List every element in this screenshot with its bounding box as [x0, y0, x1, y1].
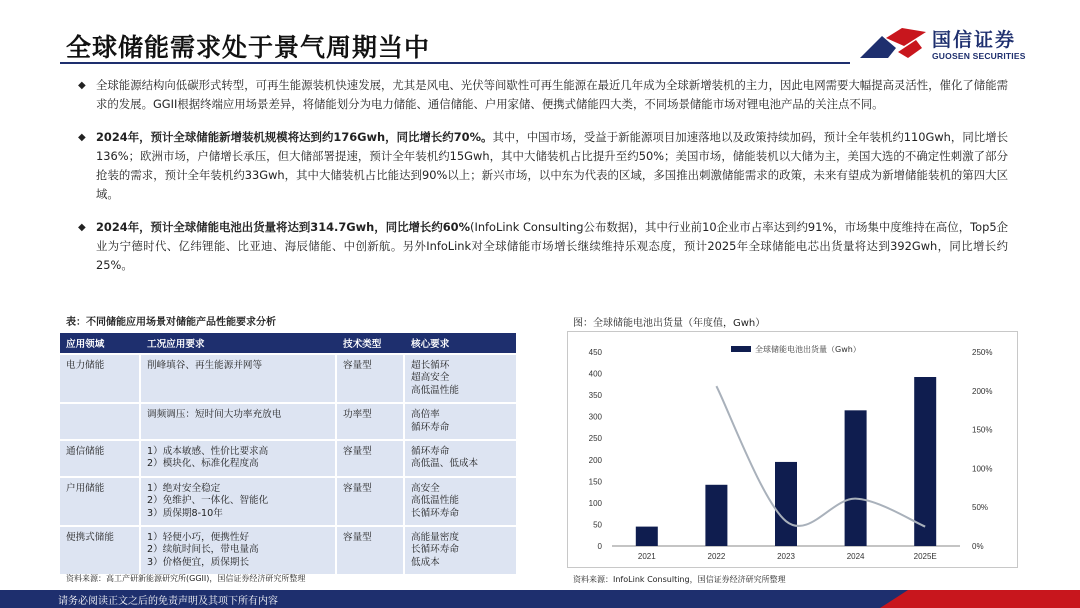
condition-line: 1）成本敏感、性价比要求高: [147, 446, 269, 458]
condition-line: 削峰填谷、再生能源并网等: [147, 360, 263, 371]
y-right-tick-label: 0%: [972, 542, 984, 551]
domain-cell: 户用储能: [60, 478, 141, 525]
bullet-list: [78, 76, 1008, 289]
table-title: 表：不同储能应用场景对储能产品性能要求分析: [66, 317, 276, 328]
diamond-bullet-icon: ◆: [78, 131, 86, 143]
y-left-tick-label: 450: [588, 348, 602, 357]
y-right-tick-label: 50%: [972, 503, 989, 513]
table-row: [60, 441, 516, 476]
bar: [636, 527, 658, 546]
bullet-bold-lead: 2024年，预计全球储能电池出货量将达到314.7Gwh，同比增长约60%: [96, 219, 471, 234]
logo-name: 国信证券: [932, 29, 1017, 51]
y-left-tick-label: 200: [588, 455, 602, 465]
condition-line: 2）免维护、一体化、智能化: [147, 495, 269, 507]
chart-title: 图：全球储能电池出货量（年度值，Gwh）: [573, 318, 766, 329]
condition-line: 3）质保期8-10年: [147, 507, 223, 519]
core-cell: [405, 355, 516, 402]
table-row: [60, 478, 516, 525]
logo-english-name: GUOSEN SECURITIES: [932, 51, 1026, 61]
y-left-tick-label: 100: [588, 498, 602, 508]
x-tick-label: 2024: [846, 552, 865, 561]
y-left-tick-label: 0: [597, 542, 602, 551]
table-header-row: [60, 333, 516, 353]
bullet-text: 其中，中国市场，受益于新能源项目加速落地以及政策持续加码，预计全年装机约110Gwh，同比增长136%；欧洲市场，户储增长承压，但大储部署提速，预计全年装机约15Gwh，其中大储装机占比提升至约50%；美国市场，储能装机以大储为主，美国大选的不确定性刺激了部分抢装的需求，预计全年装机约33Gwh，其中大储装机占比能达到90%以上；新兴市场，以中东为代表的区域，多国推出刺激储能需求的政策，未来有望成为新增储能装机的第四大区域。: [96, 129, 1009, 202]
condition-line: 2）模块化、标准化程度高: [147, 458, 259, 470]
bar: [845, 410, 867, 546]
core-line: 高安全: [411, 482, 440, 494]
table-row: [60, 404, 516, 439]
y-left-tick-label: 250: [588, 434, 602, 444]
core-line: 低成本: [411, 556, 440, 568]
conditions-cell: [141, 478, 337, 525]
core-line: 高低温、低成本: [411, 458, 479, 470]
bullet-bold-lead: 2024年，预计全球储能新增装机规模将达到约176Gwh，同比增长约70%。: [96, 129, 493, 144]
y-right-tick-label: 100%: [972, 464, 993, 474]
column-header: 核心要求: [405, 333, 516, 353]
tech-cell: 容量型: [337, 441, 405, 476]
y-left-tick-label: 150: [588, 477, 602, 487]
core-line: 循环寿命: [411, 446, 450, 458]
condition-line: 1）绝对安全稳定: [147, 482, 221, 494]
core-cell: [405, 441, 516, 476]
x-tick-label: 2022: [707, 552, 726, 561]
core-cell: [405, 527, 516, 574]
y-left-tick-label: 350: [588, 391, 602, 401]
core-line: 高低温性能: [411, 384, 459, 396]
page-title: 全球储能需求处于景气周期当中: [66, 33, 431, 62]
footer-bar: [0, 590, 1080, 608]
y-right-tick-label: 200%: [972, 386, 993, 396]
guosen-logo-mark-icon: [858, 26, 928, 66]
conditions-cell: [141, 527, 337, 574]
condition-line: 3）价格便宜，质保期长: [147, 556, 250, 568]
core-line: 高倍率: [411, 409, 440, 421]
core-line: 长循环寿命: [411, 507, 459, 519]
condition-line: 调频调压：短时间大功率充放电: [147, 409, 282, 421]
bullet-shipments-2024: [78, 218, 1008, 276]
column-header: 应用领域: [60, 333, 141, 353]
core-line: 超长循环: [411, 360, 450, 371]
y-right-tick-label: 150%: [972, 425, 993, 435]
legend-swatch: [731, 346, 751, 352]
domain-cell: 便携式储能: [60, 527, 141, 574]
core-cell: [405, 478, 516, 525]
bar: [705, 485, 727, 546]
tech-cell: 容量型: [337, 355, 405, 402]
table-source-note: 资料来源：高工产研新能源研究所(GGII)，国信证券经济研究所整理: [66, 574, 306, 583]
y-left-tick-label: 300: [588, 412, 602, 422]
y-right-tick-label: 250%: [972, 348, 993, 357]
bullet-energy-transition: [78, 76, 1008, 115]
condition-line: 1）轻便小巧，便携性好: [147, 532, 250, 544]
domain-cell: [60, 404, 141, 439]
tech-cell: 功率型: [337, 404, 405, 439]
tech-cell: 容量型: [337, 527, 405, 574]
domain-cell: 通信储能: [60, 441, 141, 476]
column-header: 工况应用要求: [141, 333, 337, 353]
column-header: 技术类型: [337, 333, 405, 353]
bar: [914, 377, 936, 546]
y-left-tick-label: 400: [588, 369, 602, 379]
diamond-bullet-icon: ◆: [78, 80, 86, 91]
shipment-chart: [567, 331, 1018, 568]
core-line: 超高安全: [411, 372, 450, 384]
bullet-text: 全球能源结构向低碳形式转型，可再生能源装机快速发展，尤其是风电、光伏等间歇性可再生能源在最近几年成为全球新增装机的主力，因此电网需要大幅提高灵活性，催化了储能需求的发展。GGII根据终端应用场景差异，将储能划分为电力储能、通信储能、户用家储、便携式储能四大类，不同场景储能市场对锂电池产品的关注点不同。: [96, 78, 1008, 112]
condition-line: 2）续航时间长，带电量高: [147, 544, 259, 556]
footer-accent: [880, 590, 1080, 608]
conditions-cell: [141, 441, 337, 476]
core-cell: [405, 404, 516, 439]
chart-source-note: 资料来源：InfoLink Consulting，国信证券经济研究所整理: [573, 575, 786, 584]
guosen-logo: [858, 20, 1058, 70]
title-divider: [60, 62, 850, 64]
core-line: 高能量密度: [411, 532, 459, 544]
bullet-installations-2024: [78, 128, 1008, 205]
requirements-table: [60, 331, 516, 576]
conditions-cell: [141, 404, 337, 439]
y-left-tick-label: 50: [593, 520, 602, 530]
x-tick-label: 2021: [637, 552, 656, 561]
chart-canvas: [568, 332, 1019, 569]
core-line: 高低温性能: [411, 495, 459, 507]
conditions-cell: [141, 355, 337, 402]
growth-line: [716, 386, 925, 526]
core-line: 长循环寿命: [411, 544, 459, 556]
footer-disclaimer: 请务必阅读正文之后的免责声明及其项下所有内容: [58, 596, 278, 607]
bullet-text: (InfoLink Consulting公布数据)，其中行业前10企业市占率达到约91%，市场集中度维持在高位，Top5企业为宁德时代、亿纬锂能、比亚迪、海辰储能、中创新航。另外InfoLink对全球储能市场增长继续维持乐观态度，预计2025年全球储能电芯出货量将达到392Gwh，同比增长约25%。: [96, 219, 1008, 273]
x-tick-label: 2025E: [913, 552, 937, 561]
table-row: [60, 527, 516, 574]
table-row: [60, 355, 516, 402]
x-tick-label: 2023: [777, 552, 795, 561]
core-line: 循环寿命: [411, 421, 450, 433]
legend-label: 全球储能电池出货量（Gwh）: [755, 345, 861, 354]
tech-cell: 容量型: [337, 478, 405, 525]
domain-cell: 电力储能: [60, 355, 141, 402]
diamond-bullet-icon: ◆: [78, 221, 86, 233]
bar: [775, 462, 797, 546]
